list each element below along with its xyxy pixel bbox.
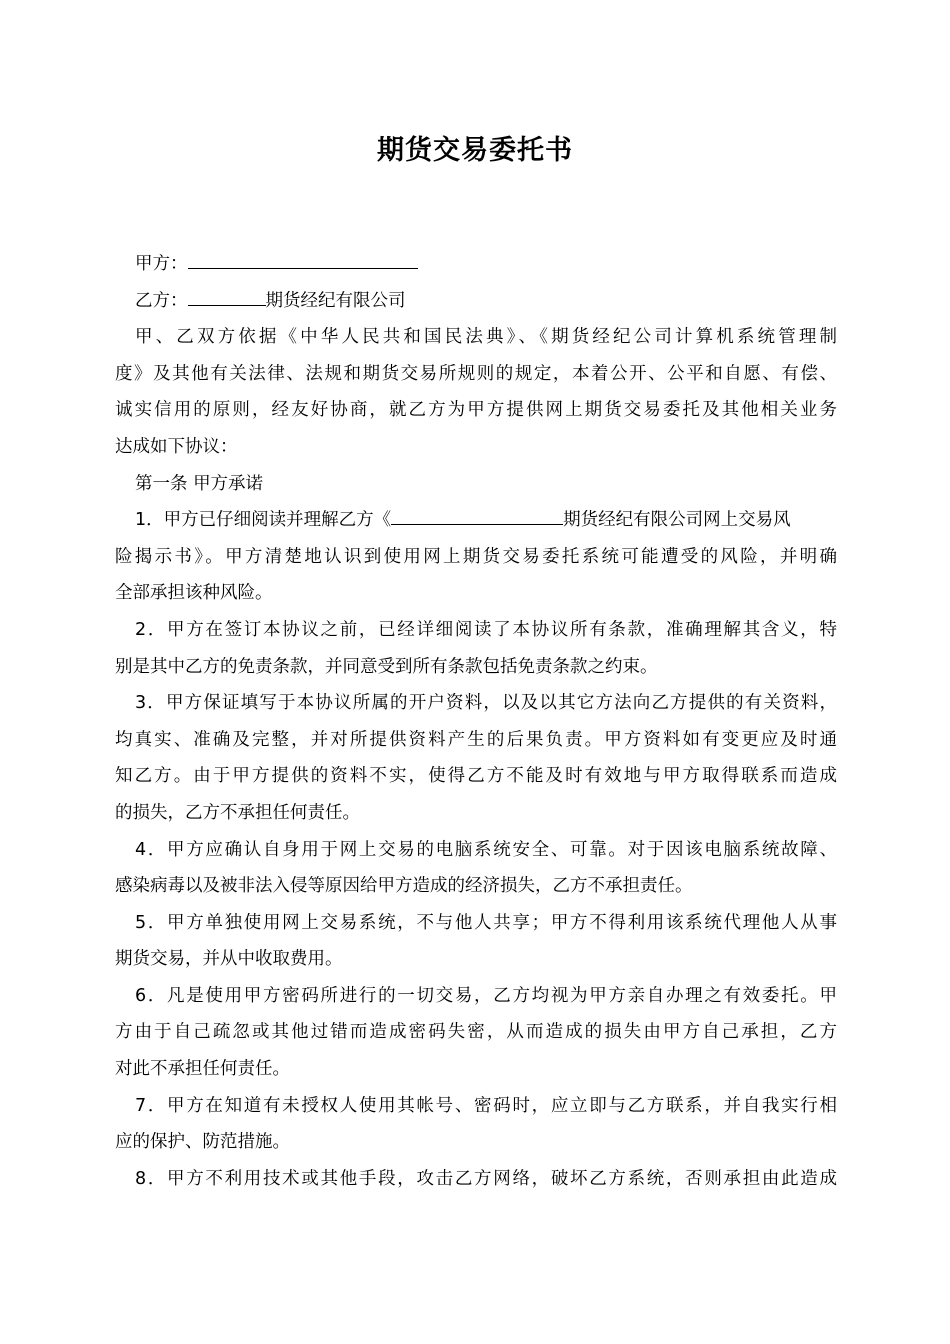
item3-line: 知乙方。由于甲方提供的资料不实，使得乙方不能及时有效地与甲方取得联系而造成 xyxy=(115,766,837,787)
item7-line: 7．甲方在知道有未授权人使用其帐号、密码时，应立即与乙方联系，并自我实行相 xyxy=(135,1095,837,1116)
item1-first-line xyxy=(115,502,837,539)
item5-line: 5．甲方单独使用网上交易系统，不与他人共享；甲方不得利用该系统代理他人从事 xyxy=(135,912,837,933)
item2-line: 别是其中乙方的免责条款，并同意受到所有条款包括免责条款之约束。 xyxy=(115,656,658,677)
item6-line: 对此不承担任何责任。 xyxy=(115,1059,290,1080)
party-a-label: 甲方： xyxy=(135,254,188,274)
item1-blank xyxy=(391,504,563,525)
intro-line: 甲、乙双方依据《中华人民共和国民法典》、《期货经纪公司计算机系统管理制 xyxy=(135,327,837,348)
item3-line: 3．甲方保证填写于本协议所属的开户资料，以及以其它方法向乙方提供的有关资料， xyxy=(135,693,837,714)
item4-line: 4．甲方应确认自身用于网上交易的电脑系统安全、可靠。对于因该电脑系统故障、 xyxy=(135,839,837,860)
document-title: 期货交易委托书 xyxy=(377,135,573,166)
document-body xyxy=(115,246,837,1197)
item1-line: 全部承担该种风险。 xyxy=(115,583,273,604)
item1-prefix: 1．甲方已仔细阅读并理解乙方《 xyxy=(135,510,392,531)
item1-line: 险揭示书》。甲方清楚地认识到使用网上期货交易委托系统可能遭受的风险，并明确 xyxy=(115,546,837,567)
intro-line: 达成如下协议： xyxy=(115,436,238,457)
item4-line: 感染病毒以及被非法入侵等原因给甲方造成的经济损失，乙方不承担责任。 xyxy=(115,876,693,897)
item8-line: 8．甲方不利用技术或其他手段，攻击乙方网络，破坏乙方系统，否则承担由此造成 xyxy=(135,1168,837,1189)
party-b-label: 乙方： xyxy=(135,290,188,311)
item1-suffix: 期货经纪有限公司网上交易风 xyxy=(563,510,791,531)
item5-line: 期货交易，并从中收取费用。 xyxy=(115,949,343,970)
item3-line: 的损失，乙方不承担任何责任。 xyxy=(115,802,360,823)
item2-line: 2．甲方在签订本协议之前，已经详细阅读了本协议所有条款，准确理解其含义，特 xyxy=(135,619,837,640)
item7-line: 应的保护、防范措施。 xyxy=(115,1132,290,1153)
item6-line: 6．凡是使用甲方密码所进行的一切交易，乙方均视为甲方亲自办理之有效委托。甲 xyxy=(135,985,837,1006)
party-a-line xyxy=(115,246,837,283)
item6-line: 方由于自己疏忽或其他过错而造成密码失密，从而造成的损失由甲方自己承担，乙方 xyxy=(115,1022,837,1043)
intro-line: 诚实信用的原则，经友好协商，就乙方为甲方提供网上期货交易委托及其他相关业务 xyxy=(115,400,837,421)
party-b-suffix: 期货经纪有限公司 xyxy=(265,290,406,311)
party-b-blank xyxy=(188,285,266,306)
intro-line: 度》及其他有关法律、法规和期货交易所规则的规定，本着公开、公平和自愿、有偿、 xyxy=(115,363,837,384)
party-a-blank xyxy=(188,248,418,269)
item3-line: 均真实、准确及完整，并对所提供资料产生的后果负责。甲方资料如有变更应及时通 xyxy=(115,729,837,750)
article1-heading: 第一条 甲方承诺 xyxy=(135,473,264,494)
party-b-line xyxy=(115,283,837,320)
